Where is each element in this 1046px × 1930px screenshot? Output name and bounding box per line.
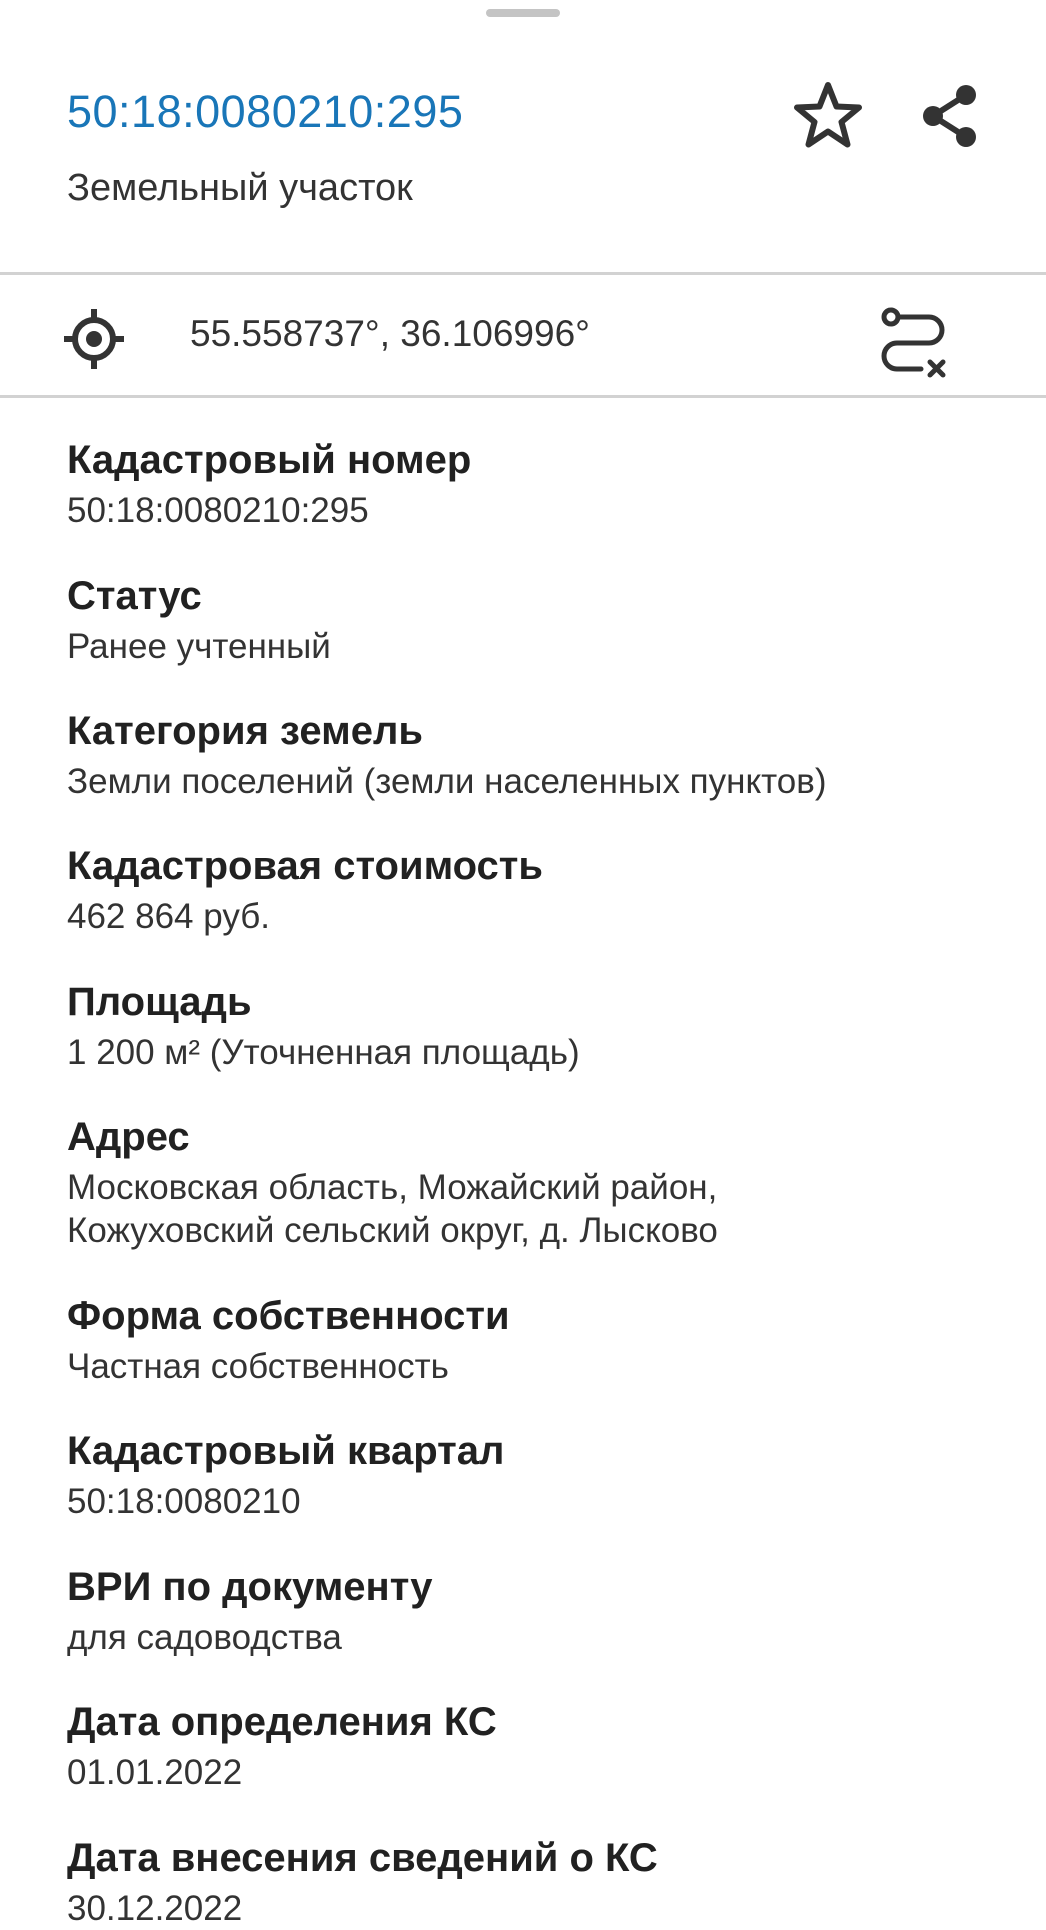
property-status — [67, 572, 1027, 668]
property-label: Кадастровый номер — [67, 438, 472, 482]
property-valuation-date — [67, 1698, 1027, 1794]
header-divider — [0, 272, 1046, 275]
property-value: 30.12.2022 — [67, 1889, 243, 1928]
property-value: Земли поселений (земли населенных пунктов) — [67, 762, 827, 801]
property-label: Кадастровая стоимость — [67, 844, 543, 888]
locate-button[interactable] — [62, 307, 126, 371]
favorite-button[interactable] — [786, 76, 870, 156]
route-button[interactable] — [872, 303, 954, 385]
property-area — [67, 978, 1027, 1074]
property-value: 50:18:0080210 — [67, 1482, 301, 1521]
property-value: Частная собственность — [67, 1347, 449, 1386]
route-icon — [875, 306, 951, 382]
property-valuation-entry-date — [67, 1834, 1027, 1930]
property-label: Адрес — [67, 1115, 190, 1159]
object-type-subtitle: Земельный участок — [67, 167, 413, 209]
property-label: Форма собственности — [67, 1294, 510, 1338]
property-value: Ранее учтенный — [67, 627, 331, 666]
property-value: 462 864 руб. — [67, 897, 270, 936]
coordinates-divider — [0, 395, 1046, 398]
property-value: 1 200 м² (Уточненная площадь) — [67, 1033, 580, 1072]
crosshair-icon — [62, 307, 126, 371]
cadastral-number-title: 50:18:0080210:295 — [67, 86, 464, 137]
share-button[interactable] — [910, 76, 990, 156]
sheet-header — [0, 0, 1046, 274]
coordinates-text[interactable]: 55.558737°, 36.106996° — [190, 313, 590, 354]
property-cadastral-value — [67, 842, 1027, 938]
property-label: Дата определения КС — [67, 1700, 497, 1744]
property-label: Площадь — [67, 980, 252, 1024]
property-label: Категория земель — [67, 709, 423, 753]
share-icon — [919, 83, 981, 149]
property-cadastral-number — [67, 436, 1027, 532]
property-value: 01.01.2022 — [67, 1753, 243, 1792]
property-value: Московская область, Можайский район, Кожуховский сельский округ, д. Лысково — [67, 1168, 718, 1250]
property-land-category — [67, 707, 1027, 803]
property-cadastral-block — [67, 1427, 1027, 1523]
property-label: Статус — [67, 574, 202, 618]
star-outline-icon — [792, 81, 864, 151]
property-label: ВРИ по документу — [67, 1565, 433, 1609]
property-permitted-use — [67, 1563, 1027, 1659]
property-label: Кадастровый квартал — [67, 1429, 505, 1473]
coordinates-row — [0, 277, 1046, 395]
property-ownership — [67, 1292, 1027, 1388]
property-label: Дата внесения сведений о КС — [67, 1836, 658, 1880]
property-value: 50:18:0080210:295 — [67, 491, 369, 530]
property-value: для садоводства — [67, 1618, 342, 1657]
property-address — [67, 1113, 1027, 1252]
